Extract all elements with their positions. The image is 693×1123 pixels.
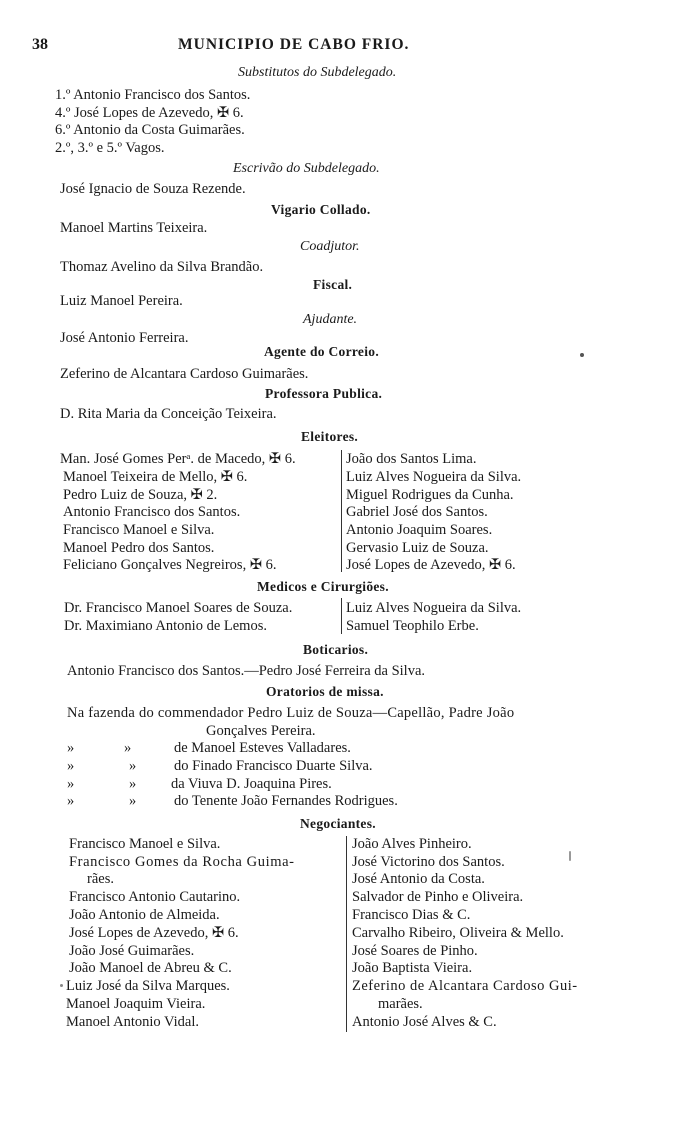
ditto-mark: » [67, 776, 75, 792]
section-heading-medicos: Medicos e Cirurgiões. [257, 579, 389, 594]
section-heading-negociantes: Negociantes. [300, 816, 376, 831]
list-item: Manoel Joaquim Vieira. [66, 996, 206, 1012]
ditto-mark: » [124, 740, 132, 756]
list-item: José Victorino dos Santos. [352, 854, 505, 870]
ink-speck [569, 851, 571, 861]
list-item: rães. [87, 871, 114, 887]
list-item: José Soares de Pinho. [352, 943, 478, 959]
section-heading-vigario: Vigario Collado. [271, 202, 371, 217]
list-item: Zeferino de Alcantara Cardoso Gui- [352, 978, 578, 994]
page-number: 38 [32, 36, 48, 53]
list-item: Manoel Teixeira de Mello, ✠ 6. [63, 469, 248, 485]
column-divider [341, 598, 342, 634]
list-item: João José Guimarães. [69, 943, 195, 959]
ink-speck [60, 984, 63, 987]
list-item: 2.º, 3.º e 5.º Vagos. [55, 140, 165, 156]
list-item: do Tenente João Fernandes Rodrigues. [174, 793, 398, 809]
list-item: Dr. Francisco Manoel Soares de Souza. [64, 600, 293, 616]
list-item: Samuel Teophilo Erbe. [346, 618, 479, 634]
list-item: Manoel Martins Teixeira. [60, 220, 208, 236]
list-item: Gonçalves Pereira. [206, 723, 316, 739]
page-title: MUNICIPIO DE CABO FRIO. [178, 36, 410, 53]
section-heading-fiscal: Fiscal. [313, 277, 353, 292]
ditto-mark: » [67, 793, 75, 809]
list-item: da Viuva D. Joaquina Pires. [171, 776, 332, 792]
ditto-mark: » [129, 758, 137, 774]
section-heading-agente: Agente do Correio. [264, 344, 380, 359]
list-item: Luiz José da Silva Marques. [66, 978, 230, 994]
list-item: João Baptista Vieira. [352, 960, 473, 976]
list-item: Francisco Manoel e Silva. [69, 836, 221, 852]
column-divider [341, 450, 342, 572]
list-item: Francisco Gomes da Rocha Guima- [69, 854, 295, 870]
list-item: Antonio Francisco dos Santos.—Pedro José Ferreira da Silva. [67, 663, 426, 679]
list-item: Thomaz Avelino da Silva Brandão. [60, 259, 264, 275]
list-item: José Antonio Ferreira. [60, 330, 189, 346]
list-item: Zeferino de Alcantara Cardoso Guimarães. [60, 366, 309, 382]
list-item: Luiz Alves Nogueira da Silva. [346, 469, 522, 485]
list-item: D. Rita Maria da Conceição Teixeira. [60, 406, 277, 422]
list-item: Manoel Pedro dos Santos. [63, 540, 215, 556]
list-item: Feliciano Gonçalves Negreiros, ✠ 6. [63, 557, 277, 573]
section-heading-professora: Professora Publica. [265, 386, 383, 401]
list-item: Antonio José Alves & C. [352, 1014, 497, 1030]
list-item: João Alves Pinheiro. [352, 836, 472, 852]
list-item: Luiz Alves Nogueira da Silva. [346, 600, 522, 616]
section-heading-ajudante: Ajudante. [303, 312, 358, 327]
list-item: Dr. Maximiano Antonio de Lemos. [64, 618, 267, 634]
list-item: Carvalho Ribeiro, Oliveira & Mello. [352, 925, 564, 941]
list-item: 6.º Antonio da Costa Guimarães. [55, 122, 245, 138]
section-heading-oratorios: Oratorios de missa. [266, 684, 384, 699]
list-item: marães. [378, 996, 423, 1012]
list-item: Salvador de Pinho e Oliveira. [352, 889, 524, 905]
list-item: João dos Santos Lima. [346, 451, 477, 467]
list-item: Luiz Manoel Pereira. [60, 293, 183, 309]
list-item: José Lopes de Azevedo, ✠ 6. [346, 557, 516, 573]
list-item: Man. José Gomes Perᵃ. de Macedo, ✠ 6. [60, 451, 296, 467]
list-item: José Ignacio de Souza Rezende. [60, 181, 246, 197]
list-item: Antonio Francisco dos Santos. [63, 504, 241, 520]
list-item: José Antonio da Costa. [352, 871, 485, 887]
list-item: Miguel Rodrigues da Cunha. [346, 487, 514, 503]
list-item: Francisco Manoel e Silva. [63, 522, 215, 538]
list-item: de Manoel Esteves Valladares. [174, 740, 351, 756]
list-item: Na fazenda do commendador Pedro Luiz de Souza—Capellão, Padre João [67, 705, 515, 721]
list-item: 1.º Antonio Francisco dos Santos. [55, 87, 251, 103]
ink-speck [580, 353, 584, 357]
list-item: João Manoel de Abreu & C. [69, 960, 232, 976]
ditto-mark: » [67, 740, 75, 756]
list-item: Antonio Joaquim Soares. [346, 522, 493, 538]
list-item: do Finado Francisco Duarte Silva. [174, 758, 373, 774]
list-item: Francisco Antonio Cautarino. [69, 889, 241, 905]
ditto-mark: » [129, 776, 137, 792]
section-heading-escrivao: Escrivão do Subdelegado. [233, 161, 380, 176]
ditto-mark: » [67, 758, 75, 774]
list-item: Gabriel José dos Santos. [346, 504, 488, 520]
list-item: Francisco Dias & C. [352, 907, 471, 923]
section-heading-substitutos: Substitutos do Subdelegado. [238, 65, 397, 80]
section-heading-boticarios: Boticarios. [303, 642, 369, 657]
list-item: Pedro Luiz de Souza, ✠ 2. [63, 487, 218, 503]
list-item: Manoel Antonio Vidal. [66, 1014, 199, 1030]
section-heading-eleitores: Eleitores. [301, 429, 359, 444]
list-item: Gervasio Luiz de Souza. [346, 540, 489, 556]
list-item: João Antonio de Almeida. [69, 907, 220, 923]
list-item: José Lopes de Azevedo, ✠ 6. [69, 925, 239, 941]
ditto-mark: » [129, 793, 137, 809]
column-divider [346, 836, 347, 1032]
section-heading-coadjutor: Coadjutor. [300, 239, 360, 254]
list-item: 4.º José Lopes de Azevedo, ✠ 6. [55, 105, 244, 121]
